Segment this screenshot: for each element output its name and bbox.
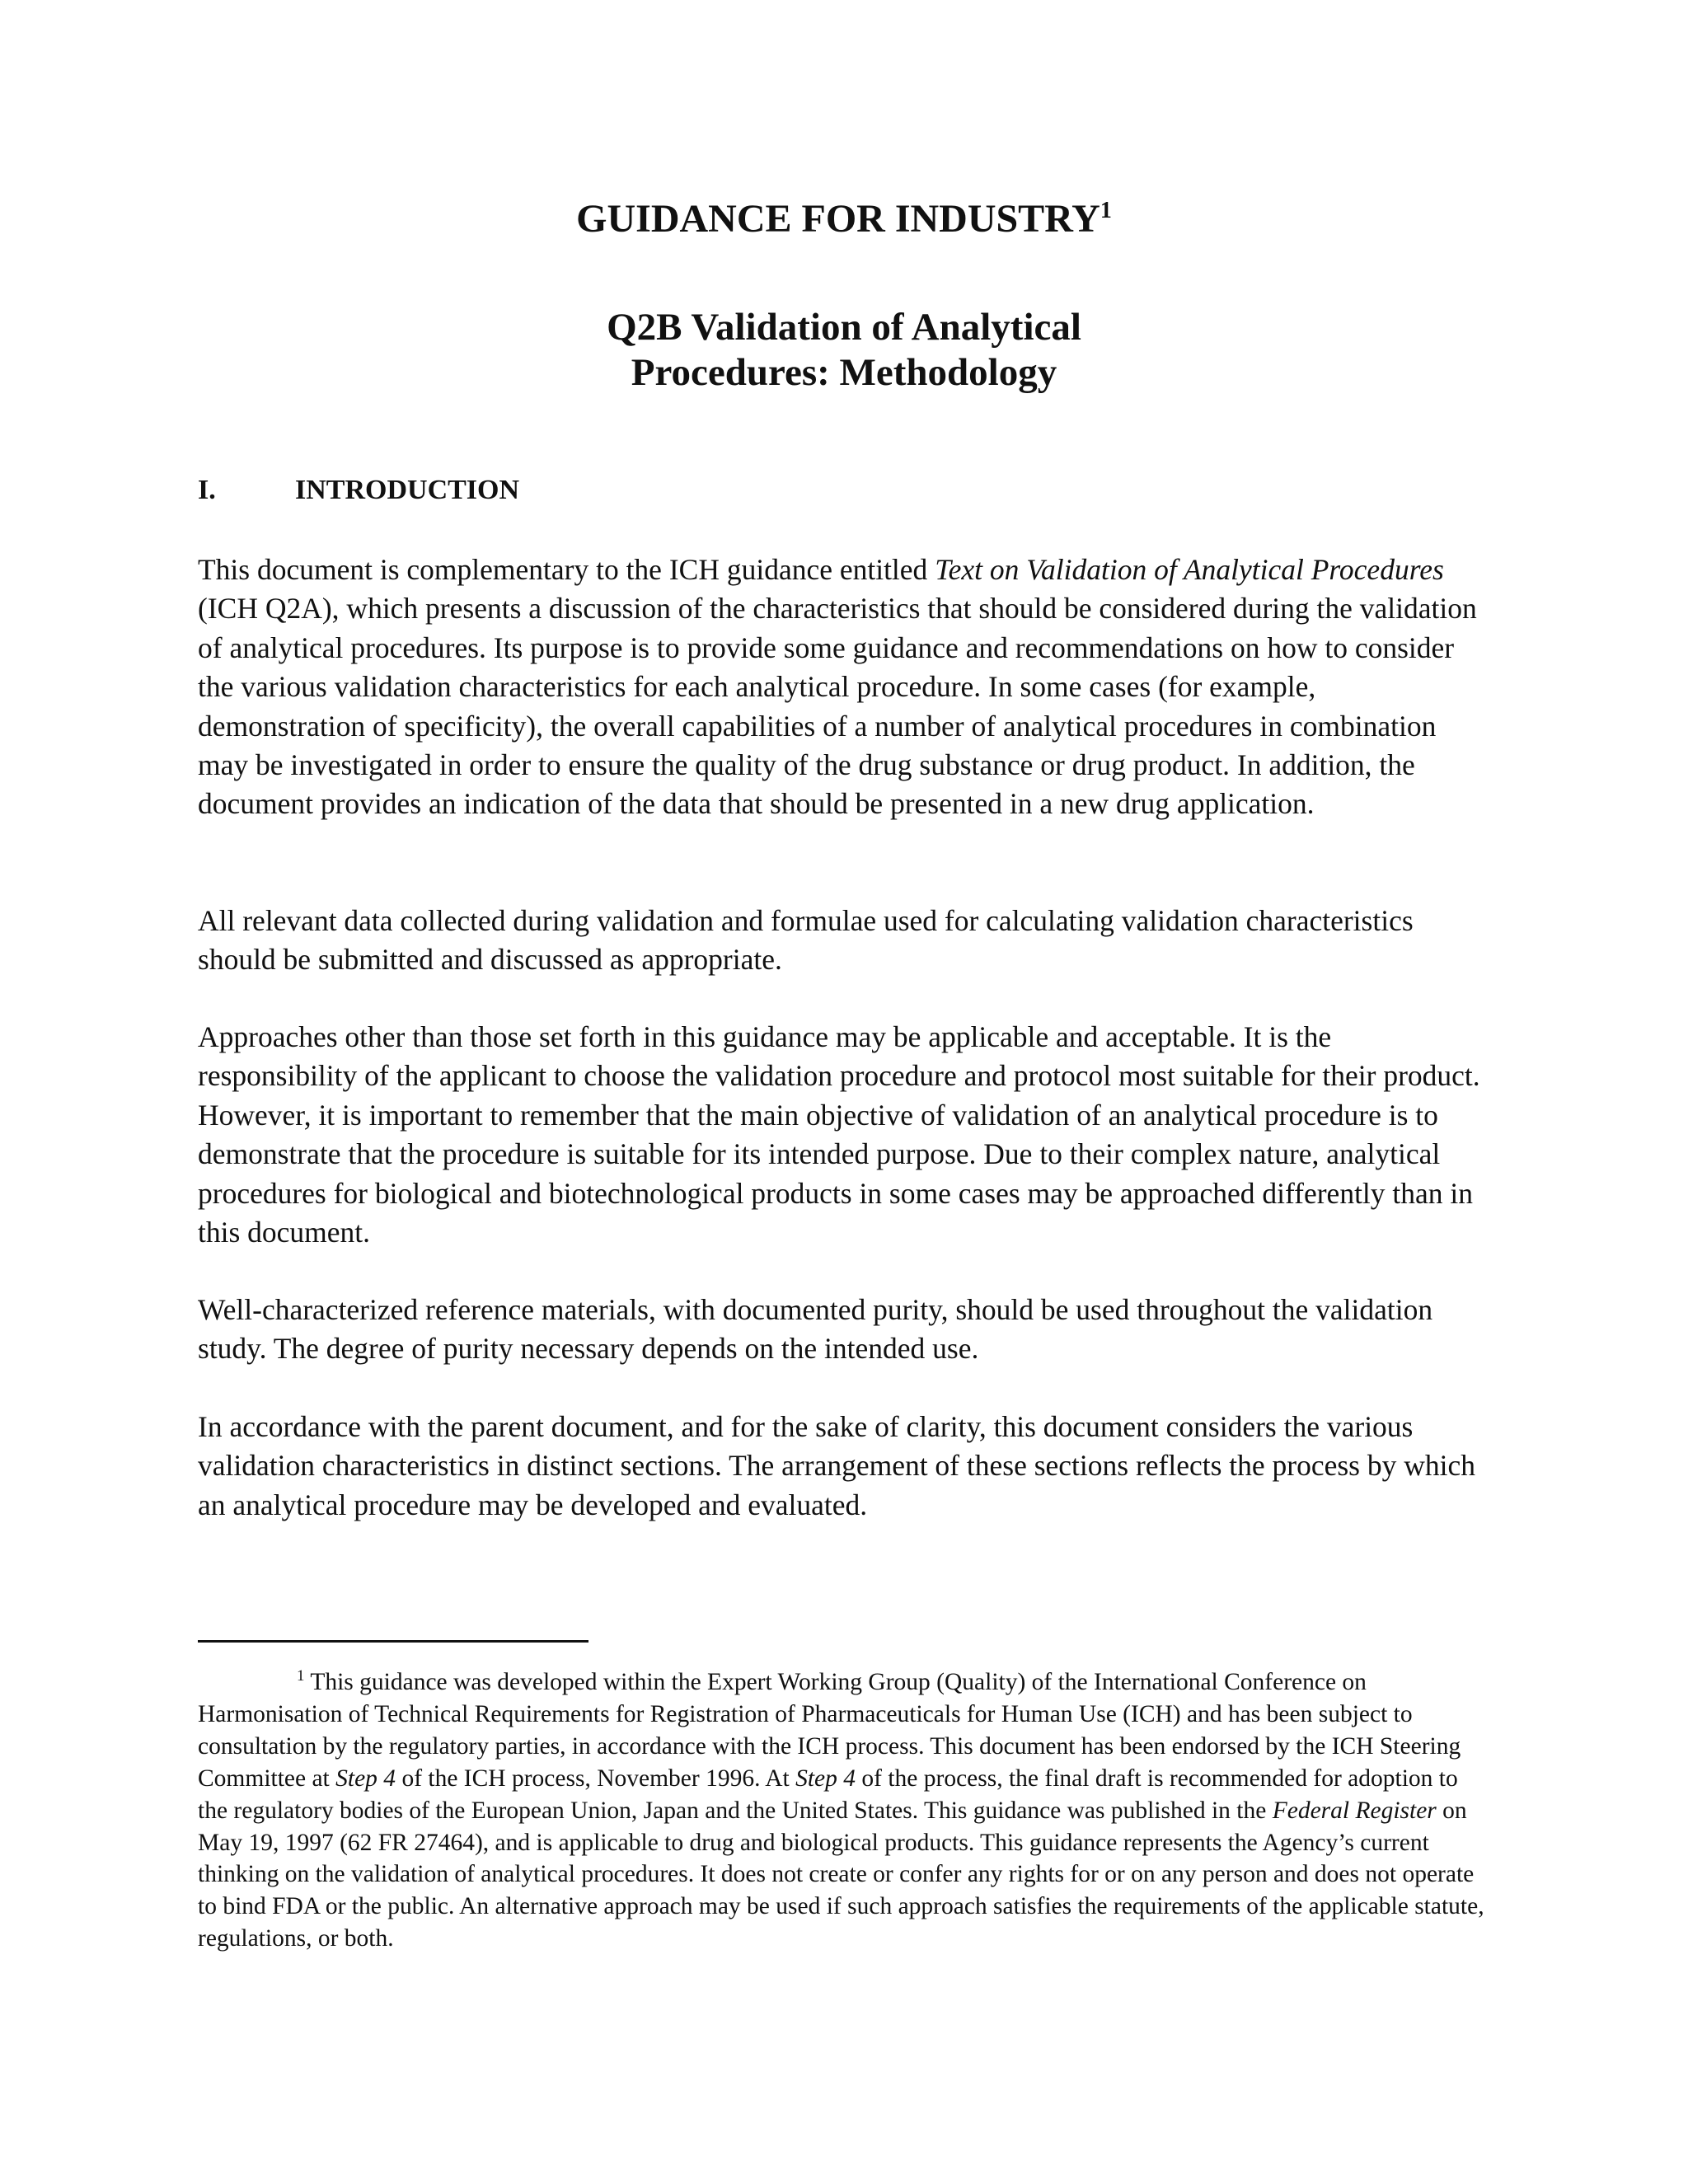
footnote-italic-1: Step 4	[335, 1765, 396, 1792]
footnote-mark: 1	[297, 1667, 305, 1685]
referenced-guidance-title: Text on Validation of Analytical Procedures	[935, 553, 1444, 586]
intro-paragraph-5: In accordance with the parent document, and for the sake of clarity, this document considers the various validation characteristics in distinct sections. The arrangement of these sections reflects the process by which an analytical procedure may be developed and evaluated.	[198, 1410, 1475, 1521]
section-title: INTRODUCTION	[295, 475, 520, 505]
footnote-italic-2: Step 4	[795, 1765, 856, 1792]
intro-paragraph-3: Approaches other than those set forth in this guidance may be applicable and acceptable. It is the responsibility of the applicant to choose the validation procedure and protocol most suitable for their product. However, it is important to remember that the main objective of validation of an analytical procedure is to demonstrate that the procedure is suitable for its intended purpose. Due to their complex nature, analytical procedures for biological and biotechnological products in some cases may be approached differently than in this document.	[198, 1020, 1480, 1249]
title-footnote-mark: 1	[1100, 198, 1112, 223]
intro-paragraph-2: All relevant data collected during validation and formulae used for calculating validation characteristics should be submitted and discussed as appropriate.	[198, 904, 1414, 977]
footnote	[198, 1666, 1490, 1955]
footnote-italic-3: Federal Register	[1272, 1797, 1437, 1824]
p1-text-after: (ICH Q2A), which presents a discussion of the characteristics that should be considered during the validation of analytical procedures. Its purpose is to provide some guidance and recommendations on how to consider the various validation characteristics for each analytical procedure. In some cases (for example, demonstration of specificity), the overall capabilities of a number of analytical procedures in combination may be investigated in order to ensure the quality of the drug substance or drug product. In addition, the document provides an indication of the data that should be presented in a new drug application.	[198, 592, 1477, 821]
section-heading	[198, 473, 519, 508]
footnote-separator	[198, 1640, 588, 1643]
intro-paragraph-4: Well-characterized reference materials, with documented purity, should be used throughout the validation study. The degree of purity necessary depends on the intended use.	[198, 1293, 1433, 1366]
document-title	[0, 196, 1688, 242]
section-number: I.	[198, 475, 216, 505]
footnote-text-4: on May 19, 1997 (62 FR 27464), and is applicable to drug and biological products. This guidance represents the Agency’s current thinking on the validation of analytical procedures. It does not create or confer any rights for or on any person and does not operate to bind FDA or the public. An alternative approach may be used if such approach satisfies the requirements of the applicable statute, regulations, or both.	[198, 1797, 1484, 1952]
document-subtitle-line-1: Q2B Validation of Analytical	[607, 306, 1081, 349]
document-title-text: GUIDANCE FOR INDUSTRY	[576, 197, 1100, 241]
p1-text-before: This document is complementary to the ICH guidance entitled	[198, 553, 935, 586]
footnote-text-3: of the process, the final draft is recommended for adoption to the regulatory bodies of the European Union, Japan and the United States. This guidance was published in the	[198, 1765, 1458, 1824]
document-subtitle-line-2: Procedures: Methodology	[631, 351, 1057, 394]
footnote-text-2: of the ICH process, November 1996. At	[396, 1765, 796, 1792]
intro-paragraph-1	[198, 551, 1490, 824]
footnote-text-1: This guidance was developed within the Expert Working Group (Quality) of the International Conference on Harmonisation of Technical Requirements for Registration of Pharmaceuticals for Human Use (ICH) and has been subject to consultation by the regulatory parties, in accordance with the ICH process. This document has been endorsed by the ICH Steering Committee at	[198, 1669, 1461, 1792]
